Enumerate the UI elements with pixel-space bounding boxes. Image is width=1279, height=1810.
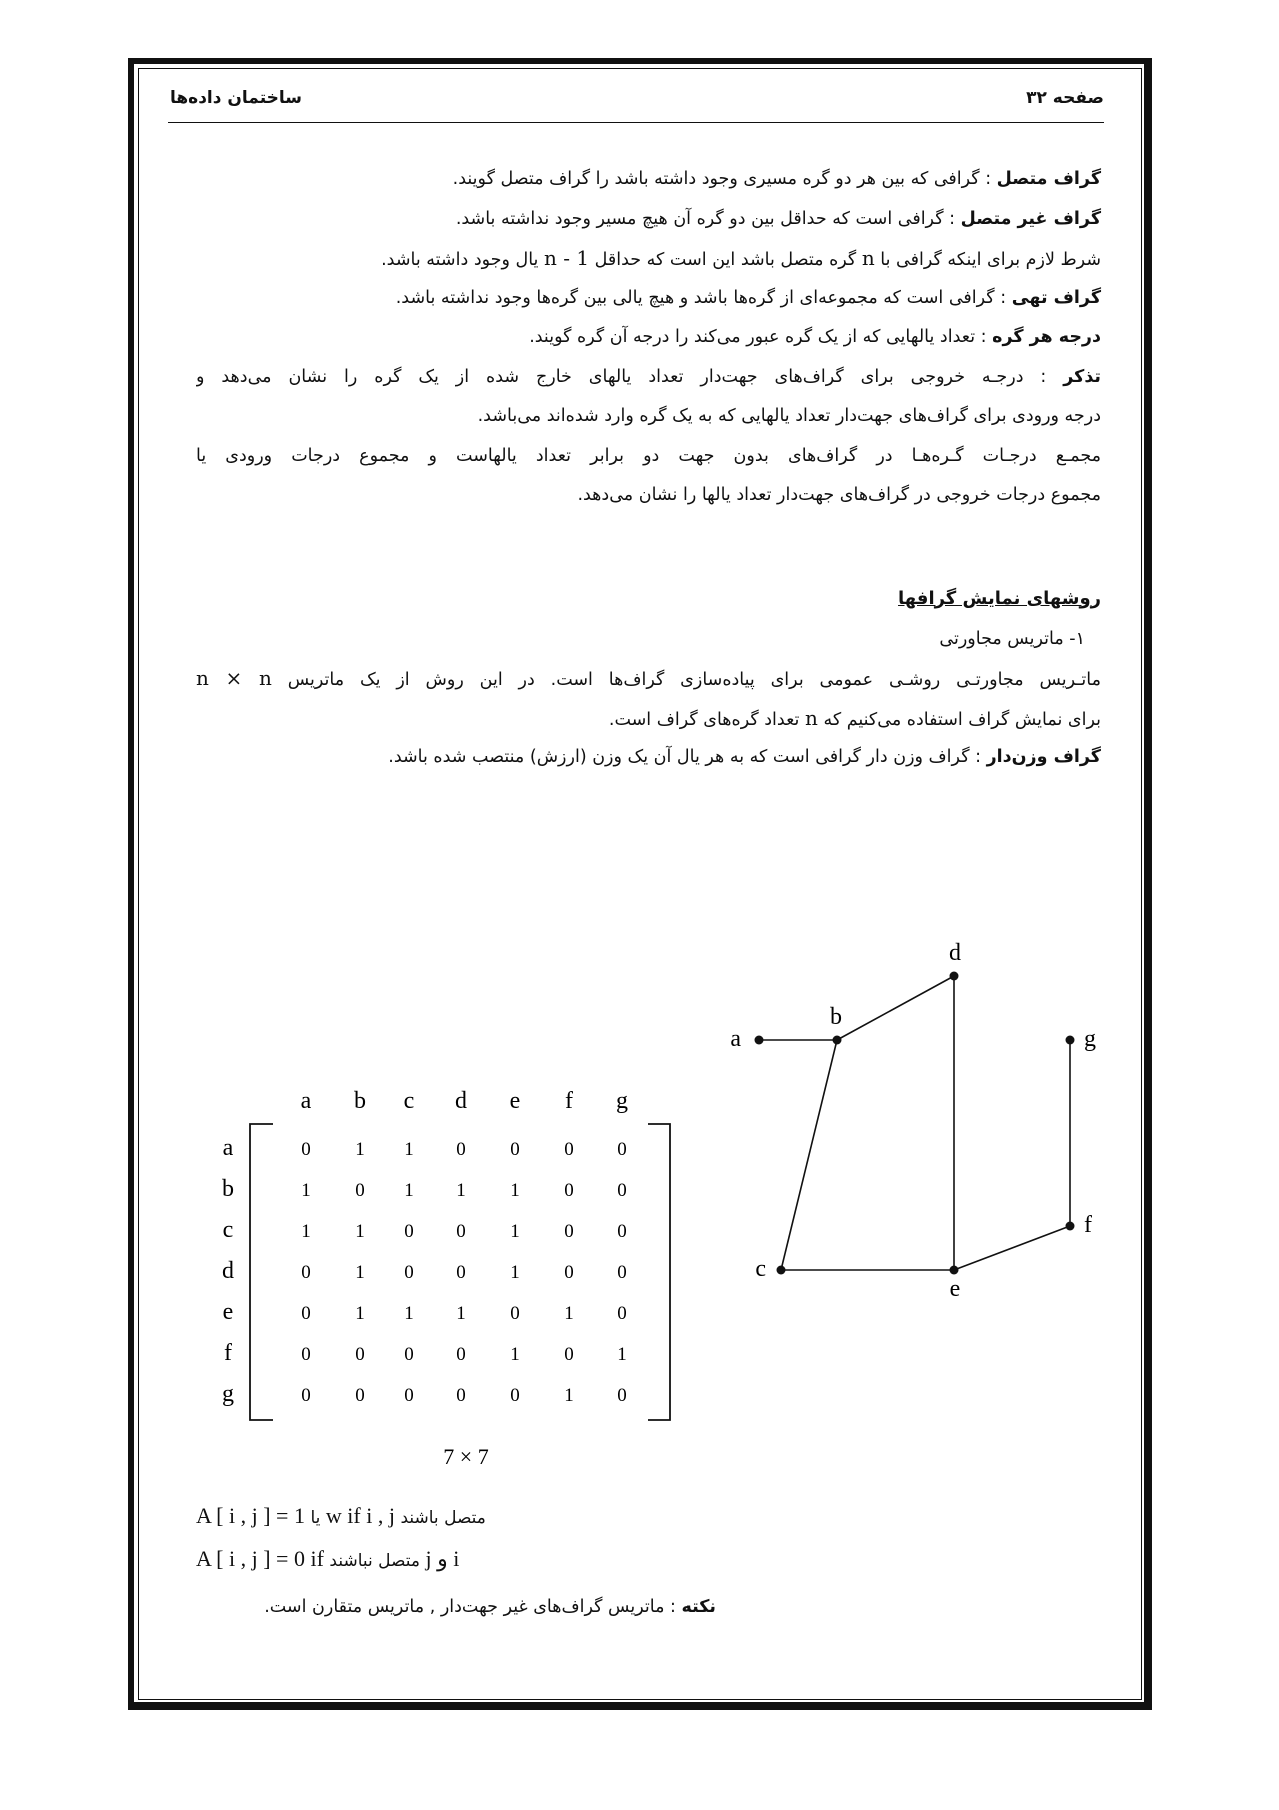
matrix-cell: 0 [510,1303,520,1324]
graph-label-e: e [949,1276,961,1302]
matrix-cell: 1 [456,1303,466,1324]
formula-not-connected: A [ i , j ] = 0 if متصل نباشند j و i [196,1546,460,1571]
matrix-bracket-left [250,1124,273,1420]
note-symmetric: نکته : ماتریس گراف‌های غیر جهت‌دار , ماتریس متقارن است. [264,1597,716,1617]
matrix-cell: 1 [355,1262,365,1283]
matrix-cell: 0 [456,1262,466,1283]
matrix-cell: 0 [617,1180,627,1201]
matrix-cell: 0 [617,1385,627,1406]
para-adjacency-1: ماتـریس مجاورتـی روشـی عمومی برای پیاده‌سازی گراف‌ها است. در این روش از یک ماتریس n × n [196,666,1101,690]
para-in-degree: درجه ورودی برای گراف‌های جهت‌دار تعداد یالهایی که به یک گره وارد شده‌اند می‌باشد. [477,406,1101,426]
matrix-cell: 1 [301,1221,311,1242]
matrix-cell: 0 [456,1139,466,1160]
matrix-row-header-d: d [222,1258,234,1284]
matrix-col-header-d: d [455,1088,467,1114]
graph-node-d [950,972,959,981]
para-degree-sum-2: مجموع درجات خروجی در گراف‌های جهت‌دار تعداد یالها را نشان می‌دهد. [577,485,1101,505]
matrix-cell: 1 [355,1221,365,1242]
matrix-row-header-g: g [222,1381,234,1407]
matrix-cell: 1 [510,1180,520,1201]
graph-node-f [1066,1222,1075,1231]
list-item-adjacency: ۱- ماتریس مجاورتی [939,628,1085,649]
matrix-col-header-g: g [616,1088,628,1114]
matrix-bracket-right [648,1124,670,1420]
matrix-cell: 0 [355,1385,365,1406]
matrix-cell: 1 [355,1303,365,1324]
matrix-cell: 0 [301,1262,311,1283]
graph-node-c [777,1266,786,1275]
matrix-cell: 0 [301,1385,311,1406]
para-degree-sum-1: مجمـع درجـات گـره‌هـا در گراف‌های بدون جهت دو برابر تعداد یالهاست و مجموع درجات ورودی یا [196,445,1101,466]
matrix-col-header-a: a [300,1088,312,1114]
matrix-cell: 1 [510,1344,520,1365]
matrix-cell: 0 [617,1303,627,1324]
graph-label-b: b [830,1004,842,1030]
graph-label-g: g [1084,1026,1096,1052]
matrix-cell: 0 [510,1139,520,1160]
matrix-cell: 1 [301,1180,311,1201]
para-empty-graph: گراف تهی : گرافی است که مجموعه‌ای از گره‌ها باشد و هیچ یالی بین گره‌ها وجود نداشته باشد. [395,287,1101,308]
para-disconnected-graph: گراف غیر متصل : گرافی است که حداقل بین دو گره آن هیچ مسیر وجود نداشته باشد. [455,208,1101,229]
page-number: صفحه ۳۲ [1026,88,1104,108]
graph-label-a: a [730,1026,741,1052]
graph-figure [730,940,1096,1302]
matrix-row-header-f: f [224,1340,232,1366]
para-connectivity-condition: شرط لازم برای اینکه گرافی با n گره متصل باشد این است که حداقل n - 1 یال وجود داشته باشد. [381,246,1101,270]
matrix-cell: 1 [617,1344,627,1365]
matrix-cell: 0 [617,1139,627,1160]
matrix-row-header-e: e [222,1299,234,1325]
para-node-degree: درجه هر گره : تعداد یالهایی که از یک گره عبور می‌کند را درجه آن گره گویند. [529,327,1101,347]
matrix-cell: 0 [301,1139,311,1160]
matrix-cell: 0 [617,1221,627,1242]
matrix-cell: 0 [564,1139,574,1160]
matrix-cell: 0 [456,1221,466,1242]
matrix-row-header-a: a [222,1135,234,1161]
matrix-col-header-e: e [509,1088,521,1114]
matrix-row-header-c: c [222,1217,234,1243]
matrix-col-header-f: f [565,1088,573,1114]
graph-label-f: f [1084,1212,1092,1238]
matrix-row-header-b: b [222,1176,234,1202]
matrix-col-header-b: b [354,1088,366,1114]
matrix-cell: 1 [564,1385,574,1406]
matrix-cell: 0 [564,1262,574,1283]
matrix-cell: 0 [617,1262,627,1283]
matrix-size-label: 7 × 7 [443,1444,489,1469]
graph-edge-e-f [954,1226,1070,1270]
matrix-cell: 0 [404,1221,414,1242]
matrix-cell: 1 [510,1262,520,1283]
matrix-cell: 0 [404,1344,414,1365]
graph-label-d: d [949,940,961,966]
matrix-cell: 1 [564,1303,574,1324]
matrix-cell: 0 [510,1385,520,1406]
matrix-cell: 0 [355,1344,365,1365]
matrix-cell: 0 [301,1344,311,1365]
matrix-cell: 1 [456,1180,466,1201]
matrix-cell: 0 [564,1221,574,1242]
matrix-cell: 0 [564,1344,574,1365]
matrix-cell: 1 [510,1221,520,1242]
matrix-cell: 1 [404,1303,414,1324]
matrix-cell: 1 [355,1139,365,1160]
matrix-cell: 1 [404,1139,414,1160]
para-connected-graph: گراف متصل : گرافی که بین هر دو گره مسیری وجود داشته باشد را گراف متصل گویند. [452,169,1101,189]
running-title: ساختمان داده‌ها [170,88,302,108]
matrix-cell: 0 [456,1344,466,1365]
matrix-cell: 0 [355,1180,365,1201]
matrix-cell: 1 [404,1180,414,1201]
matrix-cell: 0 [404,1262,414,1283]
matrix-cell: 0 [564,1180,574,1201]
para-remark: تذکر : درجـه خروجی برای گراف‌های جهت‌دار تعداد یالهای خارج شده از یک گره را نشان می‌دهد و [196,366,1101,387]
matrix-cell: 0 [456,1385,466,1406]
graph-node-a [755,1036,764,1045]
formula-connected: A [ i , j ] = 1 یا w if i , j متصل باشند [196,1503,486,1528]
matrix-cell: 0 [301,1303,311,1324]
graph-edge-b-c [781,1040,837,1270]
graph-node-e [950,1266,959,1275]
graph-node-g [1066,1036,1075,1045]
para-weighted-graph: گراف وزن‌دار : گراف وزن دار گرافی است که به هر یال آن یک وزن (ارزش) منتصب شده باشد. [388,747,1101,767]
graph-node-b [833,1036,842,1045]
adjacency-matrix [222,1088,670,1469]
matrix-col-header-c: c [403,1088,415,1114]
matrix-cell: 0 [404,1385,414,1406]
graph-edge-b-d [837,976,954,1040]
section-title: روشهای نمایش گرافها [898,587,1101,609]
graph-label-c: c [755,1256,766,1282]
para-adjacency-2: برای نمایش گراف استفاده می‌کنیم که n تعداد گره‌های گراف است. [608,705,1101,730]
